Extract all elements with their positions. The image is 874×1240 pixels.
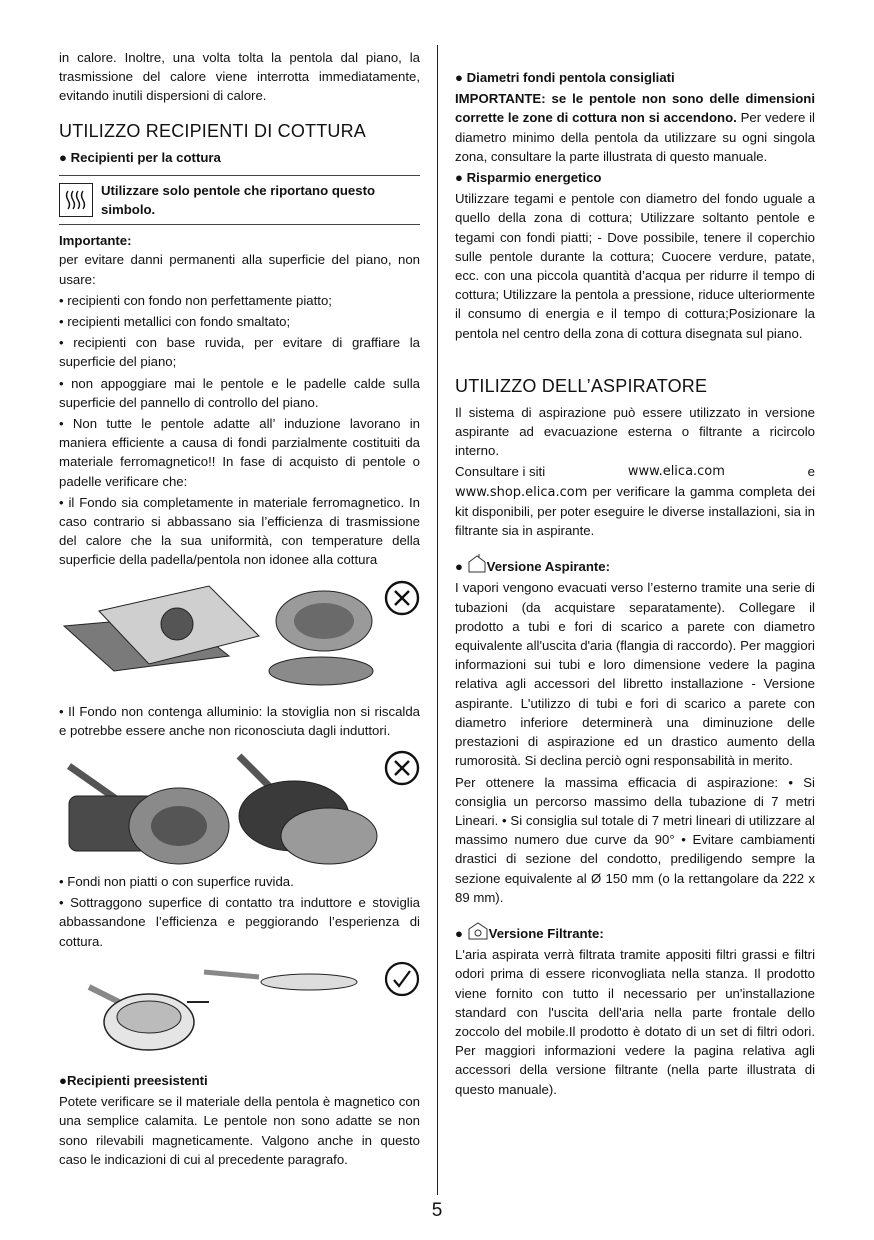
allowed-check-icon <box>384 961 420 997</box>
important-label: Importante: <box>59 233 132 249</box>
not-allowed-icon <box>384 750 420 786</box>
not-allowed-icon <box>384 580 420 616</box>
subheading-versione-filtrante <box>455 921 815 943</box>
versione-aspirante-text-2: Per ottenere la massima efficacia di aspirazione: • Si consiglia un percorso massimo della tubazione di 7 metri Lineari. • Si consiglia sul totale di 7 metri lineari di utilizzare al massimo numero due curve da 90° • Evitare cambiamenti drastici di sezione del condotto, prediligendo sempre la sezione equivalente al Ø 150 mm (o la rettangolare da 222 x 89 mm). <box>455 774 815 905</box>
bullet-item: • il Fondo sia completamente in materiale ferromagnetico. In caso contrario si abbassano sia l’efficienza di trasmissione del calore che la sua uniformità, con temperature della superficie della padella/pentola non idonee alla cottura <box>59 494 420 568</box>
section-title-aspiratore: UTILIZZO DELL’ASPIRATORE <box>455 375 708 396</box>
site-link-elica[interactable]: www.elica.com <box>627 464 725 480</box>
consult-line <box>455 462 815 481</box>
magnet-pan-illustration <box>59 957 359 1057</box>
versione-aspirante-text: I vapori vengono evacuati verso l’esterno tramite una serie di tubazioni (da acquistare separatamente). Collegare il prodotto a tubi e fori di scarico a parete con diametro equivalente all'uscita d'aria (flangia di raccordo). Per maggiori informazioni sui tubi e loro dimensione vedere la pagina relativa agli accessori del libretto installazione - Versione aspirante. L'utilizzo di tubi e fori di scarico a parete con diametro inferiore determinerà una diminuzione delle prestazioni di aspirazione ed un drastico aumento della rumorosità. Si declina perciò ogni responsabilità in merito. <box>455 580 815 769</box>
site-link-shop-elica[interactable]: www.shop.elica.com <box>455 484 588 500</box>
left-column <box>59 48 420 1171</box>
bullet-item: • Fondi non piatti o con superfice ruvida. <box>59 874 294 890</box>
subheading-risparmio: ● Risparmio energetico <box>455 170 602 186</box>
bullet-item: • recipienti con fondo non perfettamente piatto; <box>59 292 332 308</box>
bullet-dot: ● <box>455 925 463 941</box>
subheading-recipienti: ● Recipienti per la cottura <box>59 149 221 165</box>
subheading-versione-aspirante <box>455 554 815 576</box>
illustration-grill-pans <box>59 746 420 866</box>
consult-prefix: Consultare i siti <box>455 464 546 480</box>
bullet-item: • recipienti con base ruvida, per evitare di graffiare la superficie del piano; <box>59 335 420 370</box>
consult-paragraph <box>455 482 815 541</box>
aluminium-note: • Il Fondo non contenga alluminio: la stoviglia non si riscalda e potrebbe essere anche non riconosciuta dagli induttori. <box>59 703 420 738</box>
subheading-diametri: ● Diametri fondi pentola consigliati <box>455 70 675 85</box>
risparmio-text: Utilizzare tegami e pentole con diametro del fondo uguale a quello della zona di cottura; Utilizzare soltanto pentole e tegami con fondi piatti; - Dove possibile, tenere il coperchio sulle pentole durante la cottura; Cuocere verdure, patate, ecc. con una piccola quantità d’acqua per ridurre il tempo di cottura; Utilizzare la pentola a pressione, riduce ulteriormente il consumo di energia e il tempo di cottura;Posizionare la pentola nel centro della zona di cottura disegnata sul piano. <box>455 191 815 341</box>
illustration-griddle-pans <box>59 576 420 696</box>
page-number: 5 <box>431 1200 443 1221</box>
title-colon: : <box>605 559 611 575</box>
bullet-item: • recipienti metallici con fondo smaltato; <box>59 314 291 330</box>
illustration-magnet-pan <box>59 957 420 1065</box>
preesistenti-text: Potete verificare se il materiale della pentola è magnetico con una semplice calamita. Le pentole non sono adatte se non sono rilevabili magneticamente. Valgono anche in questo caso le indicazioni di cui al precedente paragrafo. <box>59 1094 420 1167</box>
ducted-hood-icon <box>467 554 487 574</box>
griddle-pans-illustration <box>59 576 379 696</box>
recirculating-hood-icon <box>467 921 489 941</box>
diametri-paragraph <box>455 89 815 166</box>
right-column <box>455 48 815 1101</box>
subheading-preesistenti: ●Recipienti preesistenti <box>59 1072 208 1088</box>
versione-filtrante-title: Versione Filtrante <box>488 925 600 941</box>
column-divider <box>437 45 438 1195</box>
induction-coil-icon <box>59 183 93 217</box>
bullet-item: • Non tutte le pentole adatte all’ induzione lavorano in maniera efficiente a causa di fondi parzialmente costituiti da materiale ferromagnetico!! In fase di acquisto di pentole o padelle verificare che: <box>59 416 420 489</box>
consult-conjunction: e <box>807 464 815 480</box>
intro-paragraph: in calore. Inoltre, una volta tolta la pentola dal piano, la trasmissione del calore viene interrotta immediatamente, evitando inutili dispersioni di calore. <box>59 50 420 104</box>
versione-aspirante-title: Versione Aspirante <box>486 559 606 575</box>
consult-text: per verificare la gamma completa dei kit disponibili, per poter eseguire le diverse installazioni, sia in filtrante sia in aspirante. <box>455 483 815 539</box>
diametri-warning: IMPORTANTE: se le pentole non sono delle dimensioni corrette le zone di cottura non si accendono. <box>455 91 815 126</box>
versione-filtrante-text: L'aria aspirata verrà filtrata tramite appositi filtri grassi e filtri odori prima di essere riconvogliata nella stanza. Il prodotto viene fornito con tutto il necessario per un'installazione standard con l'uscita dell'aria nella parte frontale dello zoccolo del mobile.Il prodotto è dotato di un set di filtri odori. Per maggiori informazioni vedere la pagina relativa agli accessori della versione filtrante (nella parte illustrata di questo manuale). <box>455 947 815 1097</box>
grill-pans-illustration <box>59 746 379 866</box>
important-text: per evitare danni permanenti alla superficie del piano, non usare: <box>59 252 420 287</box>
bullet-item: • Sottraggono superfice di contatto tra induttore e stoviglia abbassandone l’efficienza e peggiorando l’esperienza di cottura. <box>59 895 420 949</box>
bullet-item: • non appoggiare mai le pentole e le padelle calde sulla superficie del pannello di controllo del piano. <box>59 375 420 410</box>
symbol-note-text: Utilizzare solo pentole che riportano questo simbolo. <box>101 182 376 218</box>
aspiratore-intro: Il sistema di aspirazione può essere utilizzato in versione aspirante ad evacuazione esterna o filtrante a ricircolo interno. <box>455 404 815 459</box>
induction-symbol-note <box>59 175 420 225</box>
bullet-dot: ● <box>455 559 463 575</box>
title-colon: : <box>599 925 604 941</box>
diametri-text: Per vedere il diametro minimo della pentola da utilizzare su ogni singola zona, consultare la parte illustrata di questo manuale. <box>455 110 815 164</box>
section-title-recipienti: UTILIZZO RECIPIENTI DI COTTURA <box>59 120 367 141</box>
